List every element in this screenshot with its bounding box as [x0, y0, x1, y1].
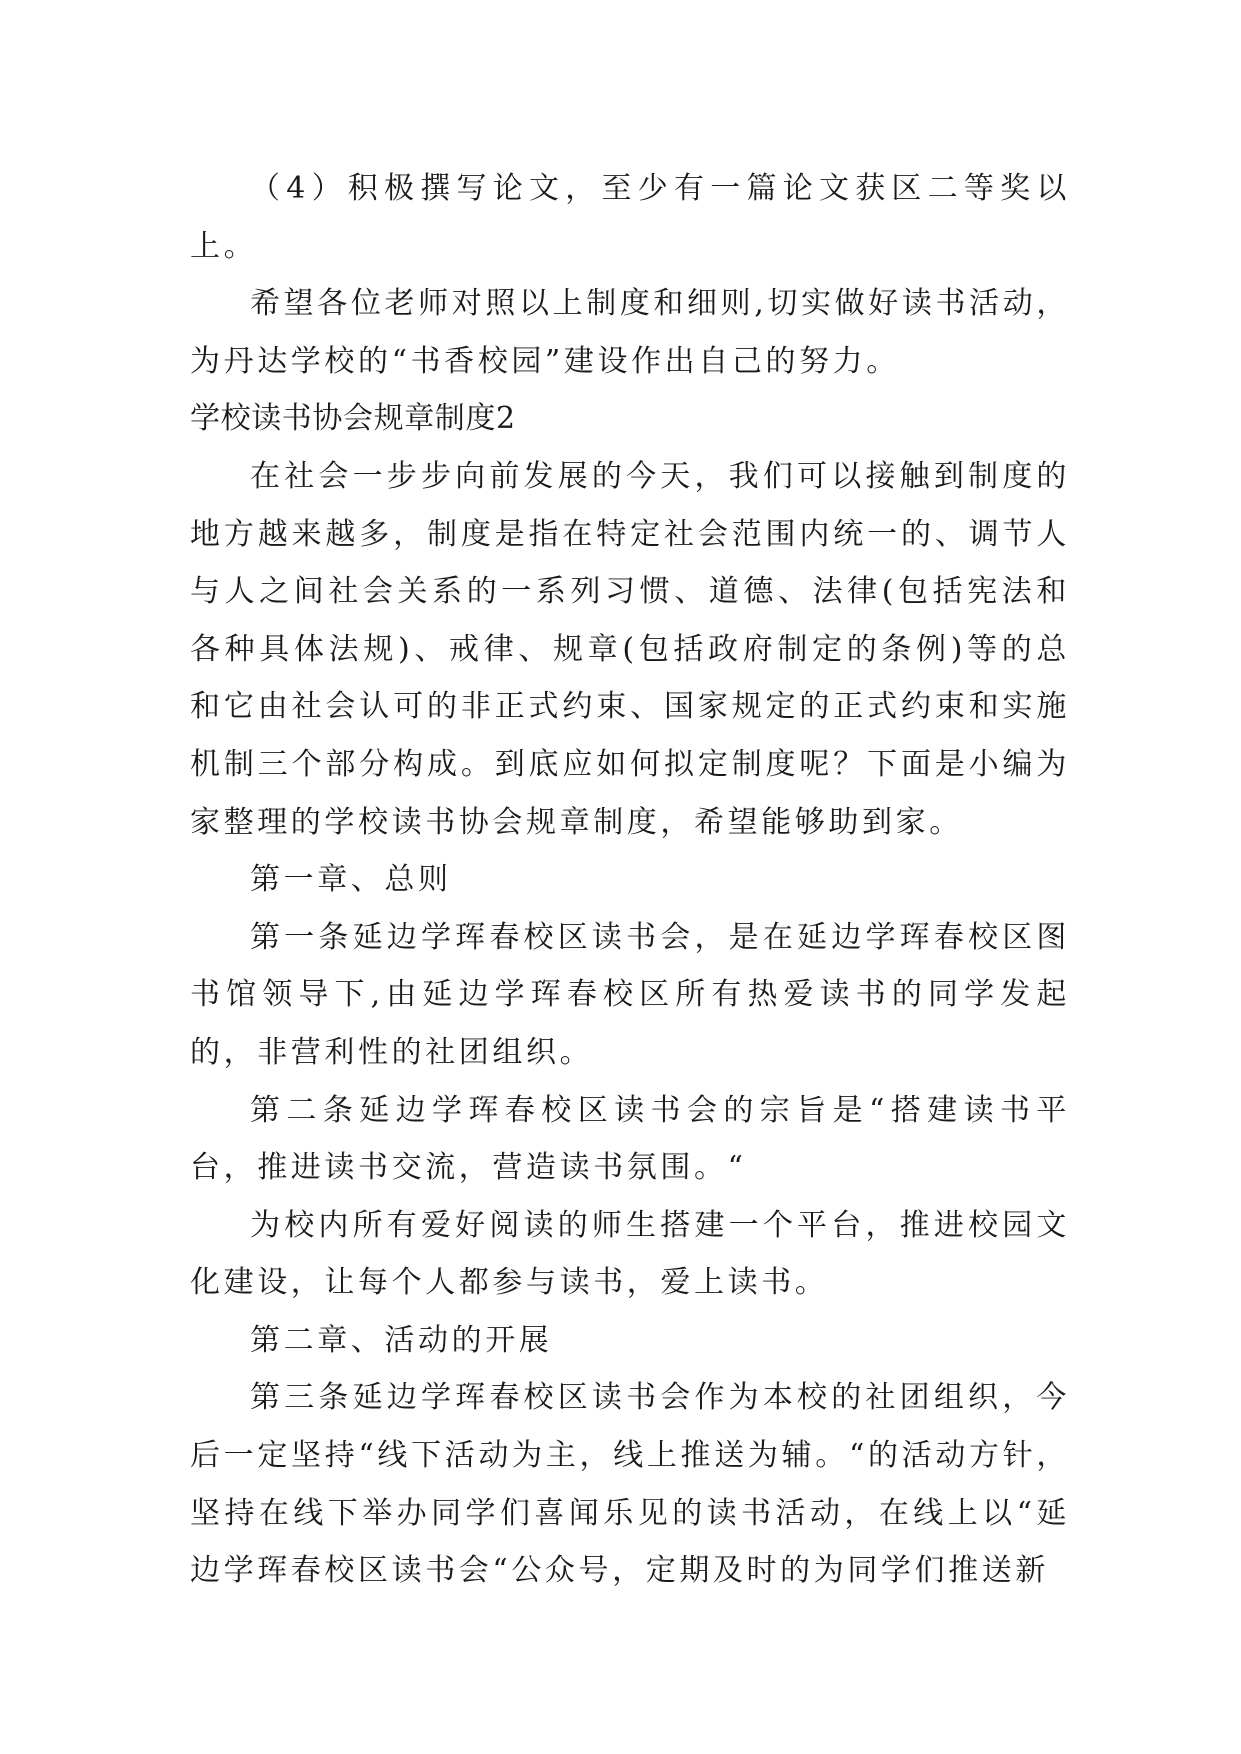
article-3: 第三条延边学珲春校区读书会作为本校的社团组织，今后一定坚持“线下活动为主，线上推送为辅。“的活动方针，坚持在线下举办同学们喜闻乐见的读书活动，在线上以“延边学珲春校区读书会“公众号，定期及时的为同学们推送新 [190, 1380, 1070, 1589]
section-title: 学校读书协会规章制度2 [190, 401, 516, 437]
document-body [190, 160, 1070, 1600]
article-2: 第二条延边学珲春校区读书会的宗旨是“搭建读书平台，推进读书交流，营造读书氛围。“ [190, 1092, 1070, 1186]
chapter-1-heading: 第一章、总则 [250, 862, 452, 898]
paragraph-intro: 在社会一步步向前发展的今天，我们可以接触到制度的地方越来越多，制度是指在特定社会范围内统一的、调节人与人之间社会关系的一系列习惯、道德、法律(包括宪法和各种具体法规)、戒律、规章(包括政府制定的条例)等的总和它由社会认可的非正式约束、国家规定的正式约束和实施机制三个部分构成。到底应如何拟定制度呢？下面是小编为家整理的学校读书协会规章制度，希望能够助到家。 [190, 458, 1070, 840]
chapter-2-heading: 第二章、活动的开展 [250, 1322, 553, 1358]
article-1: 第一条延边学珲春校区读书会，是在延边学珲春校区图书馆领导下,由延边学珲春校区所有热爱读书的同学发起的，非营利性的社团组织。 [190, 919, 1070, 1070]
paragraph-closing-wish: 希望各位老师对照以上制度和细则,切实做好读书活动，为丹达学校的“书香校园”建设作出自己的努力。 [190, 286, 1070, 379]
article-2-detail: 为校内所有爱好阅读的师生搭建一个平台，推进校园文化建设，让每个人都参与读书，爱上读书。 [190, 1207, 1070, 1301]
paragraph-item-4: （4）积极撰写论文，至少有一篇论文获区二等奖以上。 [190, 171, 1070, 264]
